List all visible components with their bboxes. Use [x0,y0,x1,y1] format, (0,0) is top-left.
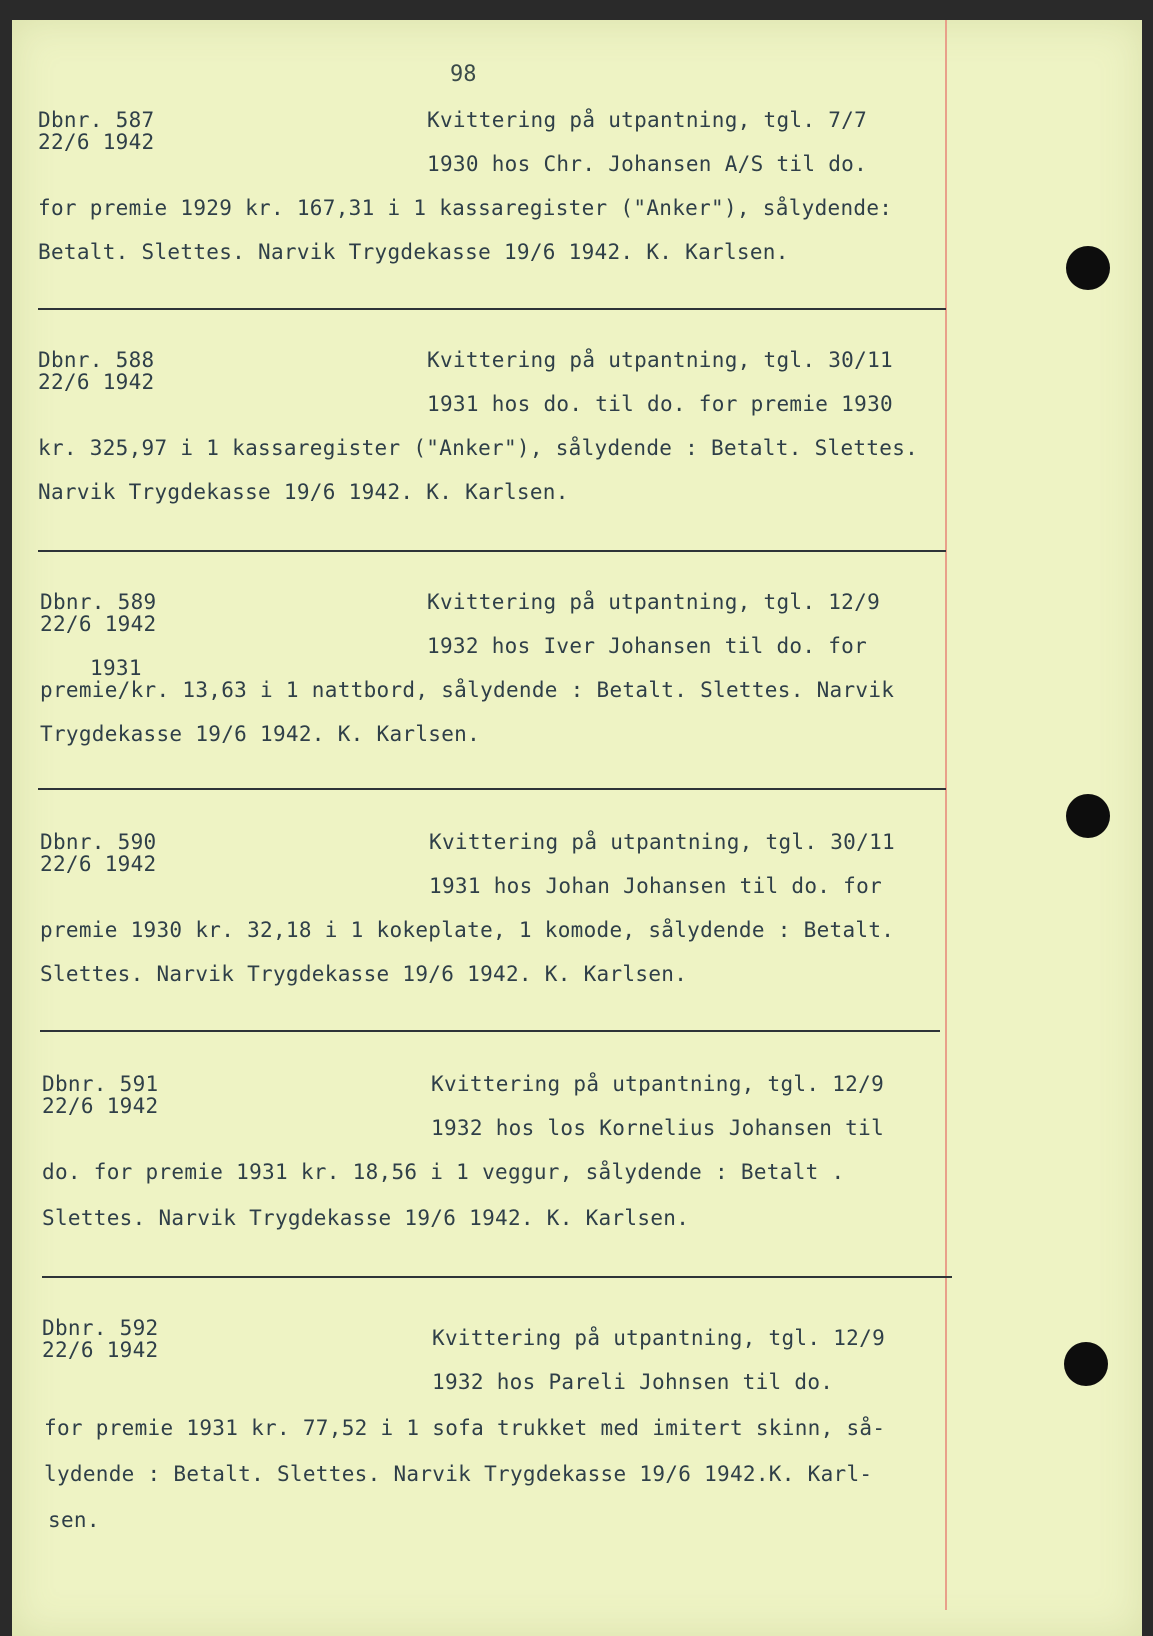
entry-line: sen. [48,1508,100,1532]
page-number: 98 [450,62,477,87]
entry-line: do. for premie 1931 kr. 18,56 i 1 veggur, sålydende : Betalt . [42,1160,845,1184]
entry-line: Betalt. Slettes. Narvik Trygdekasse 19/6 1942. K. Karlsen. [38,240,789,264]
entry-separator [42,1276,952,1278]
entry-line: 1932 hos los Kornelius Johansen til [431,1116,885,1140]
entry-line: 1931 hos do. til do. for premie 1930 [427,392,893,416]
entry-line: lydende : Betalt. Slettes. Narvik Trygdekasse 19/6 1942.K. Karl- [44,1462,873,1486]
entry-date: 22/6 1942 [42,1094,159,1118]
entry-line: Kvittering på utpantning, tgl. 30/11 [427,348,893,372]
entry-separator [38,788,946,790]
entry-line: Slettes. Narvik Trygdekasse 19/6 1942. K. Karlsen. [40,962,688,986]
entry-line: 1932 hos Iver Johansen til do. for [427,634,868,658]
entry-dbnr: Dbnr. 592 [42,1316,159,1340]
entry-line: Kvittering på utpantning, tgl. 7/7 [427,108,868,132]
entry-line: Kvittering på utpantning, tgl. 12/9 [431,1072,885,1096]
entry-date: 22/6 1942 [38,370,155,394]
binder-hole [1066,246,1110,290]
entry-line: Narvik Trygdekasse 19/6 1942. K. Karlsen. [38,480,569,504]
entry-separator [38,308,946,310]
entry-line: 1930 hos Chr. Johansen A/S til do. [427,152,868,176]
entry-line: 1932 hos Pareli Johnsen til do. [432,1370,834,1394]
binder-hole [1064,1342,1108,1386]
entry-line: 1931 hos Johan Johansen til do. for [429,874,883,898]
entry-date: 22/6 1942 [38,130,155,154]
entry-dbnr: Dbnr. 587 [38,108,155,132]
entry-date: 22/6 1942 [40,612,157,636]
entry-line: premie 1930 kr. 32,18 i 1 kokeplate, 1 komode, sålydende : Betalt. [40,918,895,942]
entry-line: premie/kr. 13,63 i 1 nattbord, sålydende : Betalt. Slettes. Narvik [40,678,895,702]
margin-line [945,20,947,1610]
entry-line: for premie 1931 kr. 77,52 i 1 sofa trukket med imitert skinn, så- [44,1416,886,1440]
entry-separator [38,550,946,552]
entry-line: Kvittering på utpantning, tgl. 30/11 [429,830,895,854]
entry-dbnr: Dbnr. 588 [38,348,155,372]
entry-insert: 1931 [90,656,142,680]
document-page [12,20,1142,1636]
entry-dbnr: Dbnr. 589 [40,590,157,614]
entry-dbnr: Dbnr. 591 [42,1072,159,1096]
binder-hole [1066,794,1110,838]
entry-date: 22/6 1942 [42,1338,159,1362]
entry-date: 22/6 1942 [40,852,157,876]
entry-separator [40,1030,940,1032]
entry-line: Trygdekasse 19/6 1942. K. Karlsen. [40,722,481,746]
entry-line: Kvittering på utpantning, tgl. 12/9 [427,590,881,614]
entry-line: Kvittering på utpantning, tgl. 12/9 [432,1326,886,1350]
entry-line: Slettes. Narvik Trygdekasse 19/6 1942. K. Karlsen. [42,1206,690,1230]
entry-line: for premie 1929 kr. 167,31 i 1 kassaregister ("Anker"), sålydende: [38,196,893,220]
entry-dbnr: Dbnr. 590 [40,830,157,854]
entry-line: kr. 325,97 i 1 kassaregister ("Anker"), sålydende : Betalt. Slettes. [38,436,919,460]
